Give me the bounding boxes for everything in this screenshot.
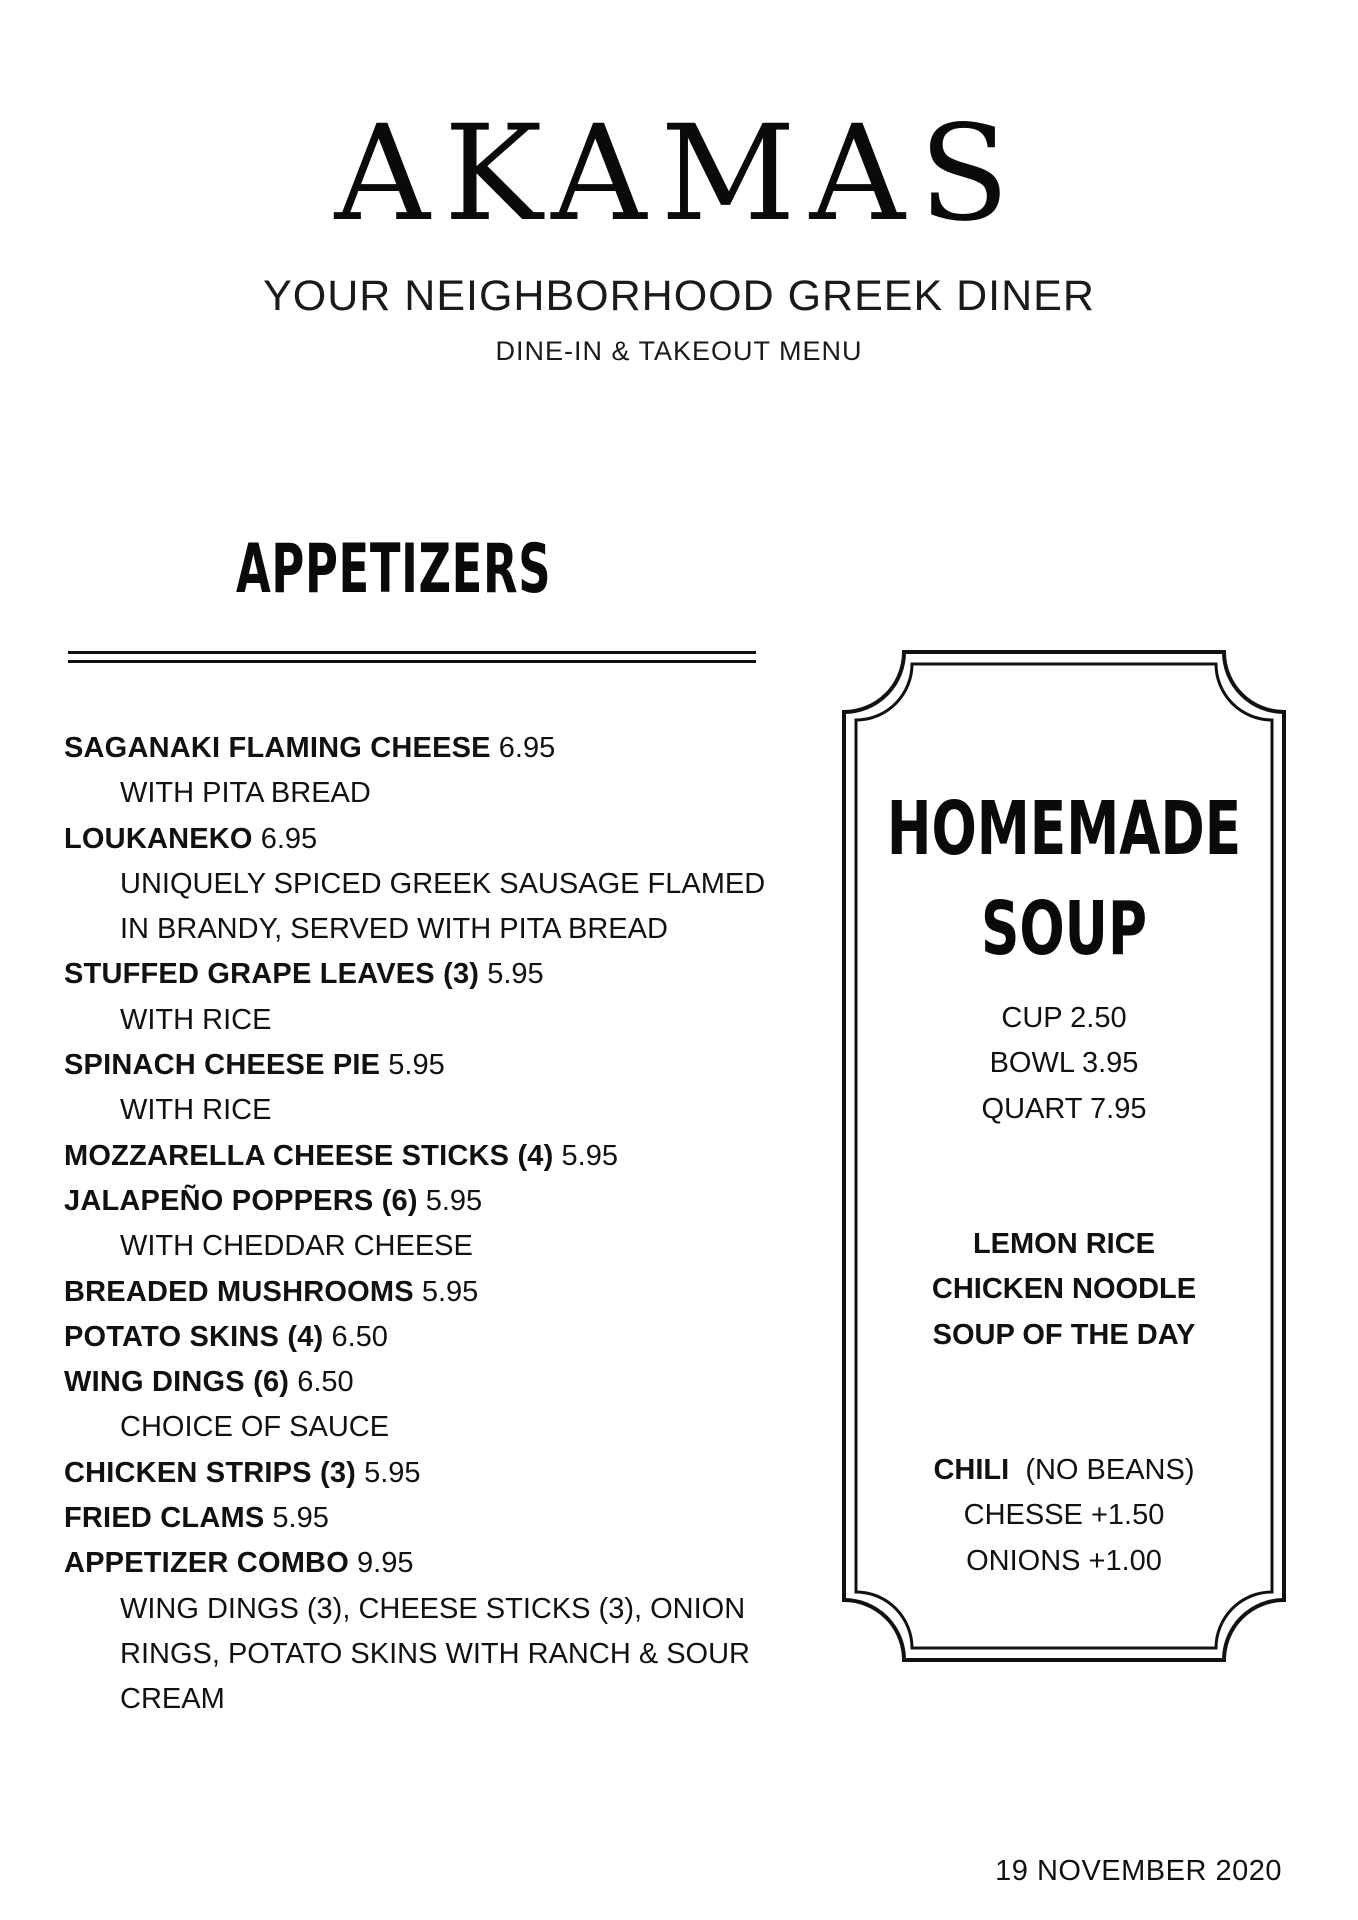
item-name: LOUKANEKO <box>64 822 253 855</box>
item-description: WITH CHEDDAR CHEESE <box>120 1230 473 1263</box>
item-price: 5.95 <box>380 1049 445 1082</box>
tagline: YOUR NEIGHBORHOOD GREEK DINER <box>263 272 1095 320</box>
item-description: WITH RICE <box>120 1094 272 1127</box>
item-name: BREADED MUSHROOMS <box>64 1275 414 1308</box>
item-price: 5.95 <box>413 1275 479 1308</box>
item-description: WITH PITA BREAD <box>120 777 371 810</box>
item-name: POTATO SKINS (4) <box>64 1320 324 1353</box>
item-name: APPETIZER COMBO <box>64 1547 349 1580</box>
item-description: WITH RICE <box>120 1003 272 1036</box>
menu-item <box>64 1451 784 1496</box>
soup-variety: SOUP OF THE DAY <box>932 1318 1196 1351</box>
menu-item <box>64 1179 784 1224</box>
menu-item <box>64 1270 784 1315</box>
item-price: 9.95 <box>348 1547 414 1580</box>
item-name: SAGANAKI FLAMING CHEESE <box>64 732 491 764</box>
item-price: 6.95 <box>490 732 556 764</box>
item-price: 6.50 <box>323 1320 388 1353</box>
item-price: 5.95 <box>479 958 544 991</box>
item-price: 5.95 <box>417 1184 483 1217</box>
item-name: WING DINGS (6) <box>64 1366 290 1399</box>
chili-name: CHILI <box>933 1454 1010 1486</box>
item-name: STUFFED GRAPE LEAVES (3) <box>64 958 480 991</box>
chili-addon: ONIONS +1.00 <box>966 1544 1162 1577</box>
chili-addon: CHESSE +1.50 <box>963 1499 1165 1532</box>
soup-variety: LEMON RICE <box>972 1228 1156 1260</box>
item-description: UNIQUELY SPICED GREEK SAUSAGE FLAMED <box>120 867 766 900</box>
item-price: 5.95 <box>553 1139 618 1172</box>
menu-date: 19 NOVEMBER 2020 <box>995 1855 1282 1887</box>
item-name: FRIED CLAMS <box>64 1502 265 1535</box>
menu-item <box>64 1360 784 1405</box>
chili-block <box>864 1448 1264 1584</box>
item-price: 5.95 <box>264 1502 329 1535</box>
soup-heading-line1: HOMEMADE <box>886 786 1242 872</box>
item-name: SPINACH CHEESE PIE <box>64 1049 381 1082</box>
menu-item <box>64 1134 784 1179</box>
menu-item <box>64 726 784 771</box>
item-description: RINGS, POTATO SKINS WITH RANCH & SOUR <box>120 1637 750 1670</box>
menu-item <box>64 1043 784 1088</box>
menu-item <box>64 1496 784 1541</box>
heading-divider-top <box>68 651 756 654</box>
item-price: 6.50 <box>289 1366 354 1399</box>
item-description: IN BRANDY, SERVED WITH PITA BREAD <box>120 913 668 946</box>
item-price: 6.95 <box>252 822 318 855</box>
brand-title: AKAMAS <box>334 97 1024 251</box>
item-description: CHOICE OF SAUCE <box>120 1411 390 1444</box>
item-name: MOZZARELLA CHEESE STICKS (4) <box>64 1139 554 1172</box>
menu-item <box>64 1315 784 1360</box>
soup-size-quart: QUART 7.95 <box>981 1092 1147 1125</box>
soup-sizes <box>864 996 1264 1132</box>
item-description: CREAM <box>120 1683 225 1716</box>
menu-subtitle: DINE-IN & TAKEOUT MENU <box>495 336 863 366</box>
soup-varieties <box>864 1222 1264 1358</box>
soup-heading-line2: SOUP <box>981 886 1147 972</box>
heading-divider-bottom <box>68 660 756 663</box>
item-name: CHICKEN STRIPS (3) <box>64 1456 357 1489</box>
item-description: WING DINGS (3), CHEESE STICKS (3), ONION <box>120 1592 746 1625</box>
appetizer-list <box>64 726 784 1723</box>
item-name: JALAPEÑO POPPERS (6) <box>64 1184 418 1217</box>
menu-item <box>64 952 784 997</box>
appetizers-heading: APPETIZERS <box>236 530 552 609</box>
soup-size-bowl: BOWL 3.95 <box>989 1047 1139 1080</box>
soup-size-cup: CUP 2.50 <box>1001 1002 1127 1034</box>
menu-item <box>64 817 784 862</box>
chili-note: (NO BEANS) <box>1009 1454 1195 1486</box>
soup-variety: CHICKEN NOODLE <box>931 1273 1197 1306</box>
item-price: 5.95 <box>356 1456 421 1489</box>
menu-item <box>64 1541 784 1586</box>
